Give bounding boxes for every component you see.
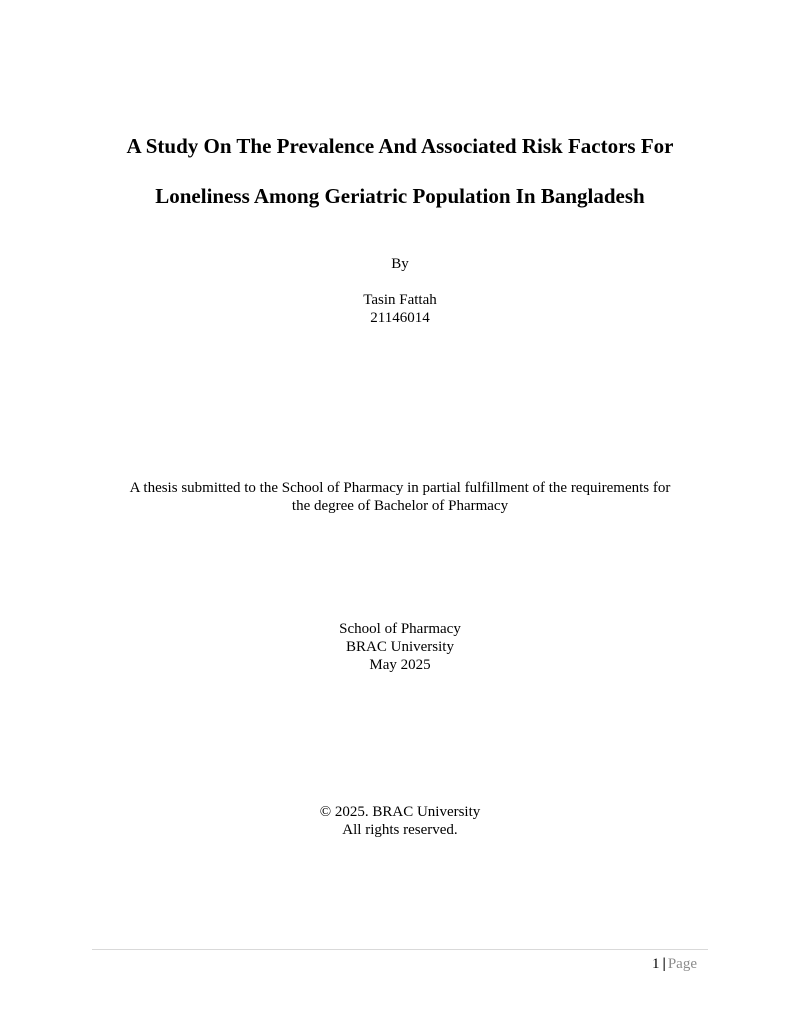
author-block <box>0 291 800 327</box>
by-label: By <box>391 256 409 272</box>
copyright-block <box>0 803 800 839</box>
page-number: 1 <box>652 956 660 972</box>
thesis-statement-line-2: the degree of Bachelor of Pharmacy <box>291 498 509 514</box>
copyright-line: © 2025. BRAC University <box>319 804 481 820</box>
footer-divider <box>92 949 708 950</box>
school-name: School of Pharmacy <box>339 621 461 637</box>
thesis-statement-line-1: A thesis submitted to the School of Pharmacy in partial fulfillment of the requirements for <box>129 480 671 496</box>
title-line-1: A Study On The Prevalence And Associated Risk Factors For <box>126 134 674 158</box>
student-id: 21146014 <box>370 310 430 326</box>
page-label: Page <box>667 956 697 972</box>
thesis-statement <box>0 479 800 515</box>
submission-date: May 2025 <box>369 657 431 673</box>
page-separator: | <box>662 956 666 972</box>
rights-line: All rights reserved. <box>342 822 458 838</box>
title-line-2: Loneliness Among Geriatric Population In Bangladesh <box>155 184 645 208</box>
author-name: Tasin Fattah <box>363 292 437 308</box>
page-footer <box>652 955 697 973</box>
university-name: BRAC University <box>346 639 454 655</box>
institution-block <box>0 620 800 674</box>
